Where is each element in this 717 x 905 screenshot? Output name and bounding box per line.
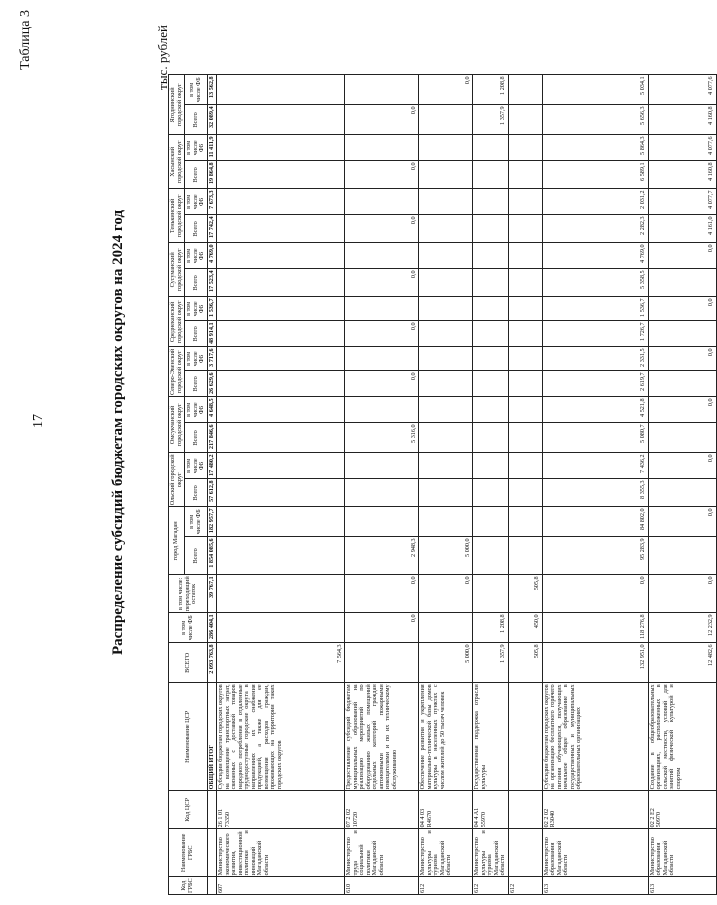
table-cell [473,161,509,189]
table-cell [473,269,509,297]
table-body [207,75,716,895]
table-cell: 0,0 [648,507,716,537]
grbs-name: Министерство культуры и туризма Магаданской области [473,830,506,876]
table-cell: 7 564,3 [217,643,345,683]
table-cell: 132 951,0 [542,643,648,683]
table-cell: 0,0 [648,297,716,321]
table-cell: 2 331,5 [542,347,648,371]
table-cell [648,423,716,453]
table-cell [419,479,473,507]
csr-code: 04 4 A1 55970 [473,791,509,829]
table-cell [473,297,509,321]
cell: 19 864,8 [207,161,217,189]
unit-label: тыс. рублей [155,25,170,90]
cell: 13 562,8 [207,75,217,105]
table-cell: 95 283,9 [542,537,648,575]
table-cell: 0,0 [648,397,716,423]
header-district-total: Всего [185,269,208,297]
cell: 11 411,9 [207,135,217,161]
table-cell [345,347,419,371]
table-cell [473,479,509,507]
cell: 286 404,1 [207,613,217,643]
header-district-total: Всего [185,215,208,243]
table-cell [419,135,473,161]
header-district-total: Всего [185,479,208,507]
header-district: Омсукчанский городской округ [169,397,185,453]
header-district-fb: в том числе ФБ [185,75,208,105]
grbs-code: 613 [542,877,648,895]
table-cell [345,479,419,507]
grbs-code: 612 [473,877,509,895]
table-cell [345,135,419,161]
header-kod-grbs: Код ГРБС [169,877,208,895]
table-cell [217,613,345,643]
table-cell: 0,0 [648,453,716,479]
table-cell [508,189,542,215]
cell: 4 648,5 [207,397,217,423]
header-remains: в том числе: переходящий остаток [169,575,208,613]
table-cell: 5 316,0 [345,423,419,453]
table-cell [345,297,419,321]
table-cell: 84 802,0 [542,507,648,537]
table-row [473,75,509,895]
table-cell [473,135,509,161]
table-cell [473,575,509,613]
cell: 17 480,2 [207,453,217,479]
table-cell [473,347,509,371]
table-cell [508,215,542,243]
cell: 182 957,7 [207,507,217,537]
table-cell [419,347,473,371]
header-district-fb: в том числе ФБ [185,297,208,321]
table-cell: 0,0 [345,575,419,613]
header-district: Хасынский городской округ [169,135,185,189]
cell: 26 629,6 [207,371,217,397]
table-cell [217,321,345,347]
csr-code: 02 2 02 R3040 [542,791,648,829]
table-cell [508,371,542,397]
table-cell [217,75,345,105]
cell [207,791,217,829]
table-cell [473,397,509,423]
csr-name [508,683,542,791]
table-cell [217,161,345,189]
table-cell [473,507,509,537]
table-cell: 505,8 [508,643,542,683]
grbs-name: Министерство культуры и туризма Магаданской области [419,829,473,877]
header-district-fb: в том числе ФБ [185,135,208,161]
cell: 17 742,4 [207,215,217,243]
table-cell [217,575,345,613]
header-district-total: Всего [185,537,208,575]
table-cell: 0,0 [345,161,419,189]
header-grbs-name: Наименование ГРБС [169,829,208,877]
subsidy-table [168,74,717,895]
header-csr-name: Наименование ЦСР [169,683,208,791]
table-cell [508,297,542,321]
csr-name: Субсидии бюджетам городских округов на организацию бесплатного горячего питания обучающихся, получающих начальное общее образование в государственных и муниципальных образовательных организациях [542,683,648,791]
table-cell: 0,0 [419,575,473,613]
table-cell: 0,0 [648,243,716,269]
table-cell [648,479,716,507]
table-cell: 5 034,1 [542,75,648,105]
table-cell: 0,0 [345,269,419,297]
csr-code: 02 2 E2 50970 [648,791,716,829]
table-cell [648,321,716,347]
table-cell: 4 161,0 [648,215,716,243]
table-cell [345,453,419,479]
header-district-total: Всего [185,371,208,397]
grbs-name [508,829,542,877]
header-total-fb: в том числе ФБ [169,613,208,643]
table-cell [217,269,345,297]
cell: 7 673,3 [207,189,217,215]
header-district-total: Всего [185,423,208,453]
table-cell: 1 357,9 [473,643,509,683]
table-cell [345,243,419,269]
csr-name: Государственная поддержка отрасли культуры [473,683,509,791]
table-cell [419,453,473,479]
table-row [419,75,473,895]
table-cell: 8 355,3 [542,479,648,507]
header-district: Сусуманский городской округ [169,243,185,297]
table-cell [508,397,542,423]
table-cell: 5 000,0 [419,537,473,575]
table-cell: 0,0 [345,371,419,397]
table-cell: 0,0 [345,321,419,347]
table-cell [345,189,419,215]
table-row [542,75,648,895]
table-cell: 0,0 [345,613,419,643]
csr-name: Субсидии бюджетам городских округов на возмещение транспортных затрат, связанных с доставкой товаров народного потребления в отдаленные труднодоступные городские округа в направлениях их снабжения продукцией, а также для ее возмещения расходов граждан, проживающих на территории таких городских округов [217,683,345,791]
table-cell [217,507,345,537]
table-cell [217,479,345,507]
table-cell: 0,0 [542,575,648,613]
header-district-total: Всего [185,105,208,135]
table-cell [419,423,473,453]
csr-code: 04 4 03 R4670 [419,791,473,829]
table-cell [217,453,345,479]
table-cell: 2 031,2 [542,189,648,215]
table-cell [345,397,419,423]
table-cell [217,537,345,575]
table-cell: 0,0 [648,347,716,371]
table-cell [345,75,419,105]
grbs-code: 612 [419,877,473,895]
table-cell: 1 208,8 [473,613,509,643]
table-row [345,75,419,895]
table-cell [508,75,542,105]
table-cell [217,347,345,371]
table-cell: 0,0 [345,215,419,243]
table-row [648,75,716,895]
cell: 2 093 763,8 [207,643,217,683]
header-district-total: Всего [185,161,208,189]
cell: 1 536,7 [207,297,217,321]
table-cell: 505,8 [508,575,542,613]
table-cell [473,321,509,347]
table-cell: 1 536,7 [542,297,648,321]
header-district: город Магадан [169,507,185,575]
csr-code [508,791,542,829]
table-cell [508,161,542,189]
table-cell [419,269,473,297]
table-cell: 0,0 [648,575,716,613]
table-cell: 7 436,2 [542,453,648,479]
table-cell: 1 357,9 [473,105,509,135]
table-cell [419,371,473,397]
table-cell [217,423,345,453]
table-cell [217,297,345,321]
header-district-total: Всего [185,321,208,347]
table-cell [419,189,473,215]
csr-code: 07 2 02 10720 [345,791,419,829]
cell [207,877,217,895]
csr-name: Обеспечение развития и укрепления материально-технической базы домов культуры в населенных пунктах с числом жителей до 50 тысяч человек [419,683,473,791]
table-cell: 0,0 [345,105,419,135]
table-cell: 1 208,8 [473,75,509,105]
table-cell [419,161,473,189]
grbs-name: Министерство экономического развития, инвестиционной политики и инноваций Магаданской области [217,829,345,877]
table-caption: Таблица 3 [18,10,33,70]
table-cell: 4 160,8 [648,105,716,135]
table-cell [508,537,542,575]
grbs-name: Министерство образования Магаданской области [542,829,648,877]
table-cell [419,297,473,321]
table-cell [648,537,716,575]
table-cell [419,507,473,537]
table-cell: 6 589,1 [542,161,648,189]
table-cell [419,321,473,347]
page-title: Распределение субсидий бюджетам городских округов на 2024 год [110,209,126,656]
table-cell: 0,0 [419,75,473,105]
table-cell: 5 080,7 [542,423,648,453]
table-cell: 2 948,3 [345,537,419,575]
total-label: ОБЩИЙ ИТОГ [207,683,217,791]
header-district: Ольский городской округ [169,454,183,506]
table-cell [508,105,542,135]
header-district-fb: в том числе ФБ [185,189,208,215]
table-cell: 4 077,7 [648,189,716,215]
table-cell [419,397,473,423]
table-cell: 4 769,0 [542,243,648,269]
table-cell [473,243,509,269]
table-cell: 2 619,7 [542,371,648,397]
table-row [217,75,345,895]
table-cell [473,423,509,453]
table-cell: 4 160,8 [648,161,716,189]
cell: 32 089,4 [207,105,217,135]
table-cell: 12 482,6 [648,643,716,683]
table-cell: 4 077,6 [648,75,716,105]
cell: 217 846,6 [207,423,217,453]
table-cell: 118 276,8 [542,613,648,643]
table-cell: 5 000,0 [419,643,473,683]
table-cell [648,371,716,397]
table-cell [217,189,345,215]
cell: 17 523,4 [207,269,217,297]
table-cell [508,507,542,537]
table-cell: 12 232,9 [648,613,716,643]
total-row [207,75,217,895]
header-district: Северо-Эвенский городской округ [169,348,183,395]
grbs-code: 613 [648,877,716,895]
cell: 48 914,1 [207,321,217,347]
csr-name: Создание в общеобразовательных организациях, расположенных в сельской местности, условий для занятий физической культурой и спортом [648,683,716,791]
table-cell [508,347,542,371]
table-cell [217,397,345,423]
table-cell [473,215,509,243]
header-district-fb: в том числе ФБ [185,397,208,423]
table-cell [473,537,509,575]
grbs-code: 612 [508,877,542,895]
page-number: 17 [31,414,46,428]
table-cell [419,613,473,643]
table-cell [508,135,542,161]
table-cell: 5 864,3 [542,135,648,161]
table-cell [419,105,473,135]
table-cell: 1 726,7 [542,321,648,347]
table-cell [217,135,345,161]
header-district-fb: в том числе ФБ [185,347,208,371]
table-cell: 5 656,3 [542,105,648,135]
header-district: Ягоднинский городской округ [169,75,185,135]
table-cell [473,371,509,397]
table-cell [508,453,542,479]
table-cell: 4 077,6 [648,135,716,161]
header-kod-csr: Код ЦСР [169,791,208,829]
header-district: Среднеканский городской округ [169,297,185,347]
cell: 57 612,8 [207,479,217,507]
table-cell [419,243,473,269]
table-cell [473,189,509,215]
table-cell [217,243,345,269]
table-cell: 5 358,5 [542,269,648,297]
table-cell: 2 282,3 [542,215,648,243]
header-district-fb: в том числе ФБ [185,453,208,479]
table-cell [345,643,419,683]
grbs-code: 610 [345,877,419,895]
cell: 4 769,0 [207,243,217,269]
cell [207,829,217,877]
table-cell [508,479,542,507]
table-cell [508,423,542,453]
csr-name: Предоставление субсидий бюджетам муниципальных образований на реализацию мероприятий по оборудованию жилых помещений отдельных категорий граждан автономными пожарными извещателями и по их техническому обслуживанию [345,683,419,791]
grbs-code: 607 [217,877,345,895]
table-cell [217,371,345,397]
table-cell [217,105,345,135]
cell: 39 767,1 [207,575,217,613]
table-cell [217,215,345,243]
table-cell: 450,0 [508,613,542,643]
header-district: Тенькинский городской округ [169,189,185,243]
header-total: ВСЕГО [169,643,208,683]
csr-code: 26 1 01 73350 [217,791,345,829]
header-district-fb: в том числе ФБ [185,243,208,269]
cell: 1 854 085,6 [207,537,217,575]
table-row [508,75,542,895]
cell: 3 717,6 [207,347,217,371]
grbs-name: Министерство образования Магаданской области [648,829,716,877]
table-cell [345,507,419,537]
table-cell [473,453,509,479]
table-cell [419,215,473,243]
grbs-name: Министерство труда и социальной политики Магаданской области [345,829,419,877]
table-cell [648,269,716,297]
header-district-fb: в том числе ФБ [185,507,208,537]
table-cell: 4 521,8 [542,397,648,423]
table-cell [508,269,542,297]
table-cell [508,243,542,269]
table-cell [508,321,542,347]
